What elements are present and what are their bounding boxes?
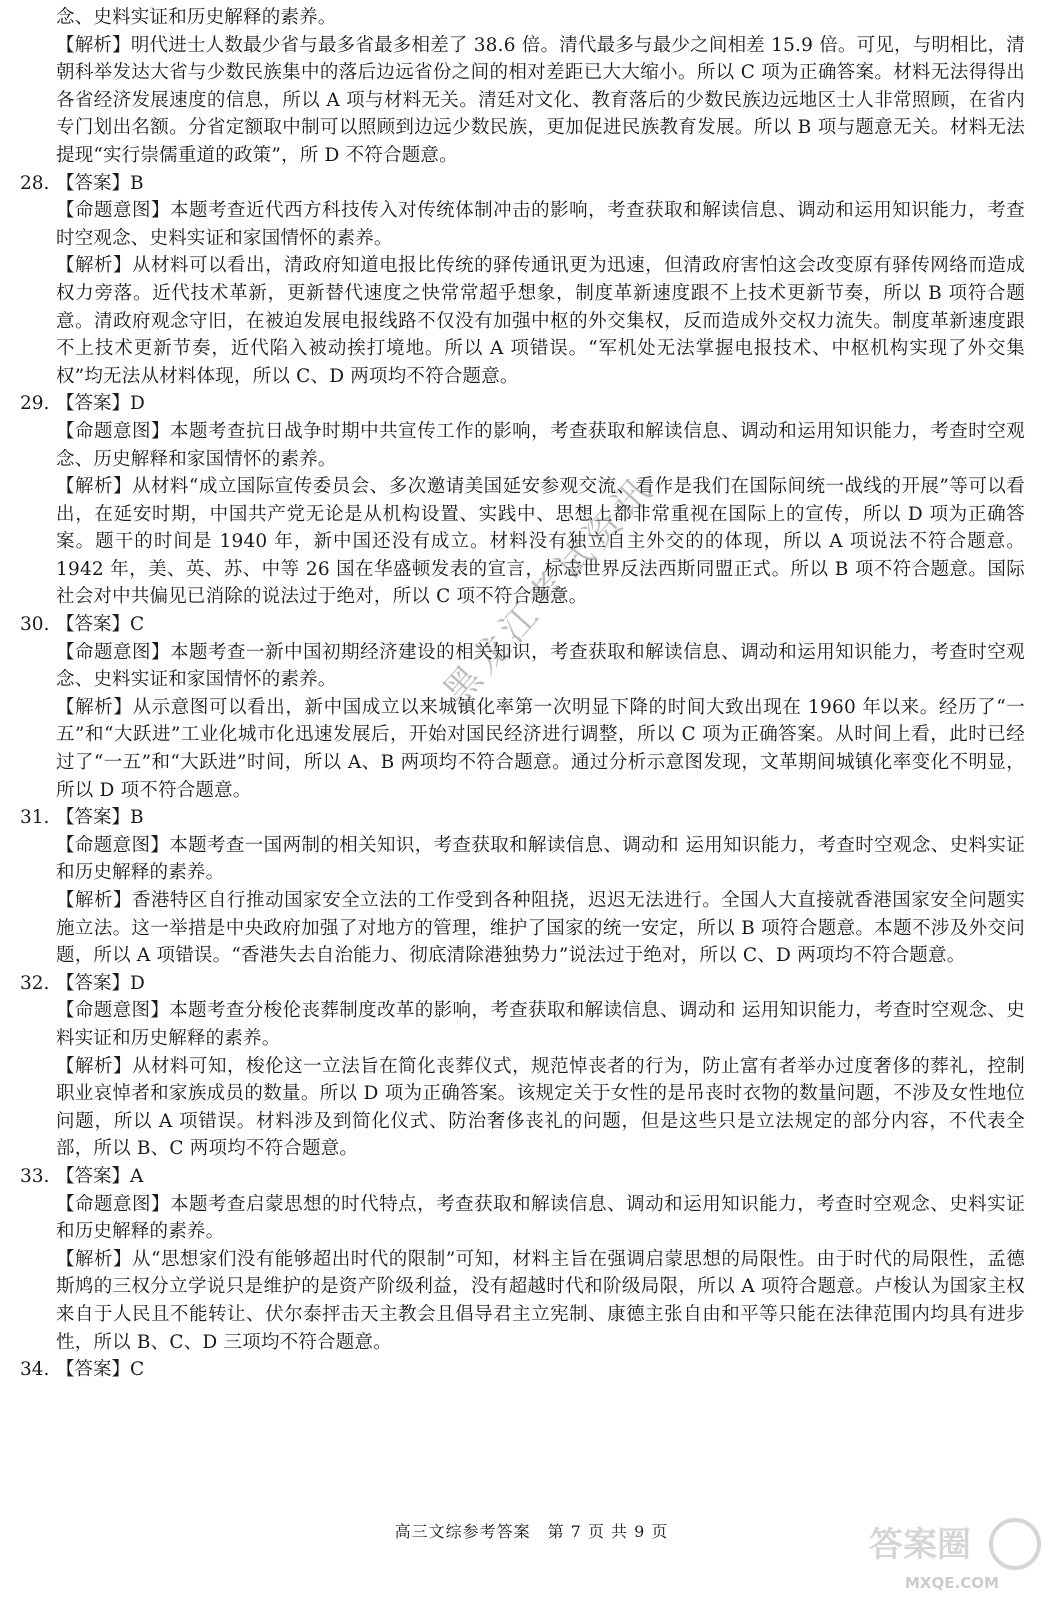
intent-paragraph: 【命题意图】本题考查分梭伦丧葬制度改革的影响，考查获取和解读信息、调动和 运用知识能力，考查时空观念、史料实证和历史解释的素养。 <box>56 1000 1025 1049</box>
intent-paragraph: 【命题意图】本题考查近代西方科技传入对传统体制冲击的影响，考查获取和解读信息、调动和运用知识能力，考查时空观念、史料实证和家国情怀的素养。 <box>56 200 1025 249</box>
explanation-block <box>56 197 1025 390</box>
explanation-block <box>56 832 1025 970</box>
answer-label: 【答案】A <box>56 1165 144 1187</box>
explanation-block <box>56 1191 1025 1357</box>
answer-label: 【答案】B <box>56 807 144 829</box>
answer-label: 【答案】C <box>56 614 145 636</box>
answer-row <box>20 970 1025 998</box>
page-content <box>20 4 1025 1384</box>
analysis-paragraph: 【解析】从材料可以看出，清政府知道电报比传统的驿传通讯更为迅速，但清政府害怕这会改变原有驿传网络而造成权力旁落。近代技术革新，更新替代速度之快常常超乎想象，制度革新速度跟不上技术更新节奏，所以 B 项符合题意。清政府观念守旧，在被迫发展电报线路不仅没有加强中枢的外交集权，反而造成外交权力流失。制度革新速度跟不上技术更新节奏，近代陷入被动挨打境地。所以 A 项错误。“军机处无法掌握电报技术、中枢机构实现了外交集权”均无法从材料体现，所以 C、D 两项均不符合题意。 <box>56 255 1025 387</box>
page-footer: 高三文综参考答案 第 7 页 共 9 页 <box>394 1522 669 1541</box>
answer-label: 【答案】D <box>56 393 145 415</box>
analysis-paragraph: 【解析】香港特区自行推动国家安全立法的工作受到各种阻挠，迟迟无法进行。全国人大直接就香港国家安全问题实施立法。这一举措是中央政府加强了对地方的管理，维护了国家的统一安定，所以 B 项符合题意。本题不涉及外交问题，所以 A 项错误。“香港失去自治能力、彻底清除港独势力”说法过于绝对，所以 C、D 两项均不符合题意。 <box>56 890 1025 967</box>
logo-text: MXQE.COM <box>905 1574 999 1592</box>
analysis-paragraph: 【解析】从“思想家们没有能够超出时代的限制”可知，材料主旨在强调启蒙思想的局限性。由于时代的局限性，孟德斯鸠的三权分立学说只是维护的是资产阶级利益，没有超越时代和阶级局限，所以 A 项符合题意。卢梭认为国家主权来自于人民且不能转让、伏尔泰抨击天主教会且倡导君主立宪制、康德主张自由和平等只能在法律范围内均具有进步性，所以 B、C、D 三项均不符合题意。 <box>56 1248 1025 1353</box>
explanation-block <box>56 997 1025 1163</box>
answer-row <box>20 1356 1025 1384</box>
question-number: 34. <box>20 1359 50 1381</box>
analysis-paragraph: 【解析】从示意图可以看出，新中国成立以来城镇化率第一次明显下降的时间大致出现在 1960 年以来。经历了“一五”和“大跃进”工业化城市化迅速发展后，开始对国民经济进行调整，所以 C 项为正确答案。从时间上看，此时已经过了“一五”和“大跃进”时间，所以 A、B 两项均不符合题意。通过分析示意图发现，文革期间城镇化率变化不明显，所以 D 项不符合题意。 <box>56 696 1025 801</box>
answer-label: 【答案】D <box>56 972 145 994</box>
intent-paragraph: 【命题意图】本题考查启蒙思想的时代特点，考查获取和解读信息、调动和运用知识能力，考查时空观念、史料实证和历史解释的素养。 <box>56 1193 1025 1243</box>
intent-paragraph: 【命题意图】本题考查一新中国初期经济建设的相关知识，考查获取和解读信息、调动和运用知识能力，考查时空观念、史料实证和家国情怀的素养。 <box>56 641 1025 691</box>
intro-block <box>56 4 1025 170</box>
answer-item <box>20 804 1025 970</box>
question-number: 33. <box>20 1165 50 1187</box>
analysis-paragraph: 【解析】从材料“成立国际宣传委员会、多次邀请美国延安参观交流、看作是我们在国际间统一战线的开展”等可以看出，在延安时期，中国共产党无论是从机构设置、实践中、思想上都非常重视在国际上的宣传，所以 D 项为正确答案。题干的时间是 1940 年，新中国还没有成立。材料没有独立自主外交的的体现，所以 A 项说法不符合题意。1942 年，美、英、苏、中等 26 国在华盛顿发表的宣言，标志世界反法西斯同盟正式。所以 B 项不符合题意。国际社会对中共偏见已消除的说法过于绝对，所以 C 项不符合题意。 <box>56 476 1025 608</box>
question-number: 31. <box>20 807 50 829</box>
logo-glyphs: 答案圈 <box>869 1525 971 1565</box>
question-number: 29. <box>20 393 50 415</box>
site-logo <box>855 1510 1055 1596</box>
watermark-text: 黑龙江考试资讯 <box>435 466 664 713</box>
answer-row <box>20 390 1025 418</box>
explanation-block <box>56 639 1025 805</box>
intro-analysis: 【解析】明代进士人数最少省与最多省最多相差了 38.6 倍。清代最多与最少之间相差 15.9 倍。可见，与明相比，清朝科举发达大省与少数民族集中的落后边远省份之间的相对差距已大大缩小。所以 C 项为正确答案。材料无法得得出各省经济发展速度的信息，所以 A 项与材料无关。清廷对文化、教育落后的少数民族边远地区士人非常照顾，在省内专门划出名额。分省定额取中制可以照顾到边远少数民族，更加促进民族教育发展。所以 B 项与题意无关。材料无法提现“实行崇儒重道的政策”，所 D 不符合题意。 <box>56 34 1025 166</box>
answer-item <box>20 1163 1025 1356</box>
answer-row <box>20 804 1025 832</box>
answer-item <box>20 170 1025 391</box>
intro-line-1: 念、史料实证和历史解释的素养。 <box>56 7 337 28</box>
question-number: 30. <box>20 614 50 636</box>
analysis-paragraph: 【解析】从材料可知，梭伦这一立法旨在简化丧葬仪式，规范悼丧者的行为，防止富有者举办过度奢侈的葬礼，控制职业哀悼者和家族成员的数量。所以 D 项为正确答案。该规定关于女性的是吊丧时衣物的数量问题，不涉及女性地位问题，所以 A 项错误。材料涉及到简化仪式、防治奢侈丧礼的问题，但是这些只是立法规定的部分内容，不代表全部，所以 B、C 两项均不符合题意。 <box>56 1055 1025 1160</box>
question-number: 32. <box>20 972 50 994</box>
answer-row <box>20 1163 1025 1191</box>
intent-paragraph: 【命题意图】本题考查抗日战争时期中共宣传工作的影响，考查获取和解读信息、调动和运用知识能力，考查时空观念、历史解释和家国情怀的素养。 <box>56 420 1025 470</box>
intent-paragraph: 【命题意图】本题考查一国两制的相关知识，考查获取和解读信息、调动和 运用知识能力，考查时空观念、史料实证和历史解释的素养。 <box>56 834 1025 884</box>
answer-label: 【答案】C <box>56 1359 145 1381</box>
answer-label: 【答案】B <box>56 172 144 194</box>
question-number: 28. <box>20 172 50 194</box>
answer-items <box>20 170 1025 1384</box>
answer-row <box>20 170 1025 198</box>
answer-item <box>20 970 1025 1163</box>
answer-item <box>20 1356 1025 1384</box>
